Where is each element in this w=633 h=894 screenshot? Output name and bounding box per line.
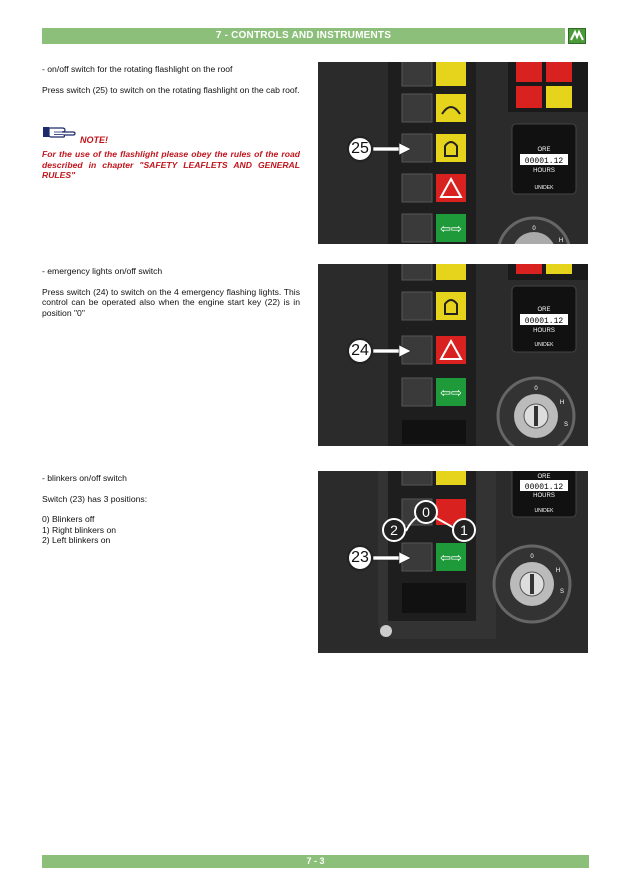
note-block [42, 124, 300, 181]
meter-hours-label: HOURS [533, 328, 555, 334]
svg-text:⇦⇨: ⇦⇨ [440, 551, 462, 566]
key-mark-s: S [563, 422, 569, 428]
note-text: For the use of the flashlight please obey the rules of the road described in chapter "SAFETY LEAFLETS AND GENERAL RULES" [42, 149, 300, 180]
key-mark-h: H [555, 568, 561, 574]
section-body: Press switch (25) to switch on the rotating flashlight on the cab roof. [42, 84, 300, 95]
section-body: Switch (23) has 3 positions: [42, 493, 148, 504]
meter-value: 00001.12 [524, 483, 564, 492]
chapter-header: 7 - CONTROLS AND INSTRUMENTS [42, 28, 565, 44]
position-label-1: 1 [452, 518, 476, 542]
section-title: - blinkers on/off switch [42, 473, 127, 483]
section-title: - emergency lights on/off switch [42, 266, 163, 276]
list-item: 1) Right blinkers on [42, 524, 117, 535]
key-mark-h: H [558, 238, 564, 244]
callout-23-arrow [373, 551, 413, 565]
meter-brand: UNIDEK [534, 342, 554, 348]
meter-value: 00001.12 [524, 317, 564, 326]
callout-25: 25 [347, 136, 373, 162]
pointing-hand-icon [42, 124, 76, 145]
page-footer: 7 - 3 [42, 855, 589, 868]
key-mark-zero: 0 [530, 554, 534, 560]
list-item: 2) Left blinkers on [42, 535, 111, 545]
meter-ore-label: ORE [537, 474, 551, 480]
meter-brand: UNIDEK [534, 185, 554, 191]
svg-text:⇦⇨: ⇦⇨ [440, 386, 462, 401]
meter-hours-label: HOURS [533, 168, 555, 174]
meter-value: 00001.12 [524, 157, 564, 166]
brand-logo [568, 28, 586, 44]
callout-25-arrow [373, 142, 413, 156]
meter-brand: UNIDEK [534, 508, 554, 514]
key-mark-s: S [559, 589, 565, 595]
photo-switch-panel-emergency [318, 264, 588, 446]
positions-list [42, 514, 300, 546]
meter-ore-label: ORE [537, 307, 551, 313]
note-label: NOTE! [80, 135, 108, 145]
callout-24-arrow [373, 344, 413, 358]
callout-24: 24 [347, 338, 373, 364]
section-flashlight [42, 64, 300, 95]
section-blinkers [42, 473, 300, 546]
section-emergency [42, 266, 300, 318]
photo-switch-panel-blinkers [318, 471, 588, 653]
position-label-2: 2 [382, 518, 406, 542]
key-mark-zero: 0 [534, 386, 538, 392]
list-item: 0) Blinkers off [42, 514, 95, 524]
meter-ore-label: ORE [537, 147, 551, 153]
meter-hours-label: HOURS [533, 493, 555, 499]
photo-switch-panel-flashlight [318, 62, 588, 244]
key-mark-zero: 0 [532, 226, 536, 232]
svg-text:⇦⇨: ⇦⇨ [440, 222, 462, 237]
key-mark-h: H [559, 400, 565, 406]
section-title: - on/off switch for the rotating flashlight on the roof [42, 64, 233, 74]
position-label-0: 0 [414, 500, 438, 524]
section-body: Press switch (24) to switch on the 4 emergency flashing lights. This control can be operated also when the engine start key (22) is in position "0" [42, 286, 300, 318]
callout-23: 23 [347, 545, 373, 571]
